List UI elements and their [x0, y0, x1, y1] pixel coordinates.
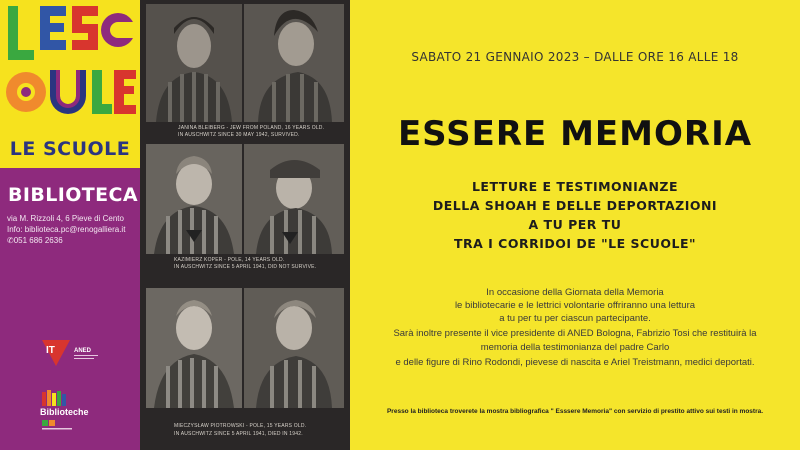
library-phone: ✆051 686 2636: [7, 236, 63, 245]
portrait-photo: [146, 144, 242, 254]
photo-caption: IN AUSCHWITZ SINCE 30 MAY 1942, SURVIVED.: [178, 132, 300, 138]
event-description-line: le bibliotecarie e le lettrici volontarie offriranno una lettura: [454, 300, 696, 311]
it-label: IT: [46, 345, 55, 356]
aned-label: ANED: [74, 348, 92, 354]
profile-photo: [244, 144, 344, 254]
sidebar-panel: [0, 0, 140, 450]
profile-photo: [244, 288, 344, 408]
biblioteche-label: Biblioteche: [40, 407, 89, 417]
event-title: ESSERE MEMORIA: [397, 114, 753, 154]
profile-photo: [244, 4, 344, 122]
event-date: SABATO 21 GENNAIO 2023 – DALLE ORE 16 ALLE 18: [411, 50, 739, 64]
event-description-line: a tu per tu per ciascun partecipante.: [499, 313, 651, 324]
photo-caption: IN AUSCHWITZ SINCE 5 APRIL 1941, DID NOT SURVIVE.: [174, 264, 317, 270]
it-aned-logo: [42, 340, 102, 370]
event-subtitle-line: TRA I CORRIDOI DE "LE SCUOLE": [454, 236, 696, 251]
exhibition-note: Presso la biblioteca troverete la mostra bibliografica " Esssere Memoria" con servizio di prestito attivo sui testi in mostra.: [386, 408, 764, 415]
event-description-line: memoria della testimonianza del padre Carlo: [480, 342, 670, 353]
library-email: Info: biblioteca.pc@renogalliera.it: [7, 225, 126, 234]
library-title: BIBLIOTECA: [8, 184, 138, 206]
photo-caption: IN AUSCHWITZ SINCE 5 APRIL 1941, DIED IN 1942.: [174, 431, 303, 437]
library-address: via M. Rizzoli 4, 6 Pieve di Cento: [7, 214, 124, 223]
event-description-line: In occasione della Giornata della Memoria: [486, 287, 664, 298]
logo-caption: LE SCUOLE: [9, 138, 131, 160]
event-subtitle-line: A TU PER TU: [528, 217, 622, 232]
event-description-line: Sarà inoltre presente il vice presidente di ANED Bologna, Fabrizio Tosi che restituirà la: [393, 328, 757, 339]
event-info: [350, 0, 800, 450]
photo-collage: [140, 0, 350, 450]
portrait-photo: [146, 288, 242, 408]
event-description-line: e delle figure di Rino Rodondi, pievese di nascita e Ariel Treistmann, medici deportati.: [395, 357, 755, 368]
event-subtitle-line: DELLA SHOAH E DELLE DEPORTAZIONI: [432, 198, 718, 213]
photo-caption: JANINA BLEIBERG - JEW FROM POLAND, 16 YEARS OLD.: [178, 125, 325, 131]
event-subtitle-line: LETTURE E TESTIMONIANZE: [471, 179, 679, 194]
phone-number: 051 686 2636: [13, 236, 63, 245]
le-scuole-logo: [0, 0, 140, 168]
le-scuole-logo-graphic: [0, 0, 140, 136]
portrait-photo: [146, 4, 242, 122]
photo-caption: KAZIMIERZ KOPER - POLE, 14 YEARS OLD.: [174, 257, 285, 263]
photo-caption: MIECZYSŁAW PIOTROWSKI - POLE, 15 YEARS OLD.: [174, 423, 307, 429]
